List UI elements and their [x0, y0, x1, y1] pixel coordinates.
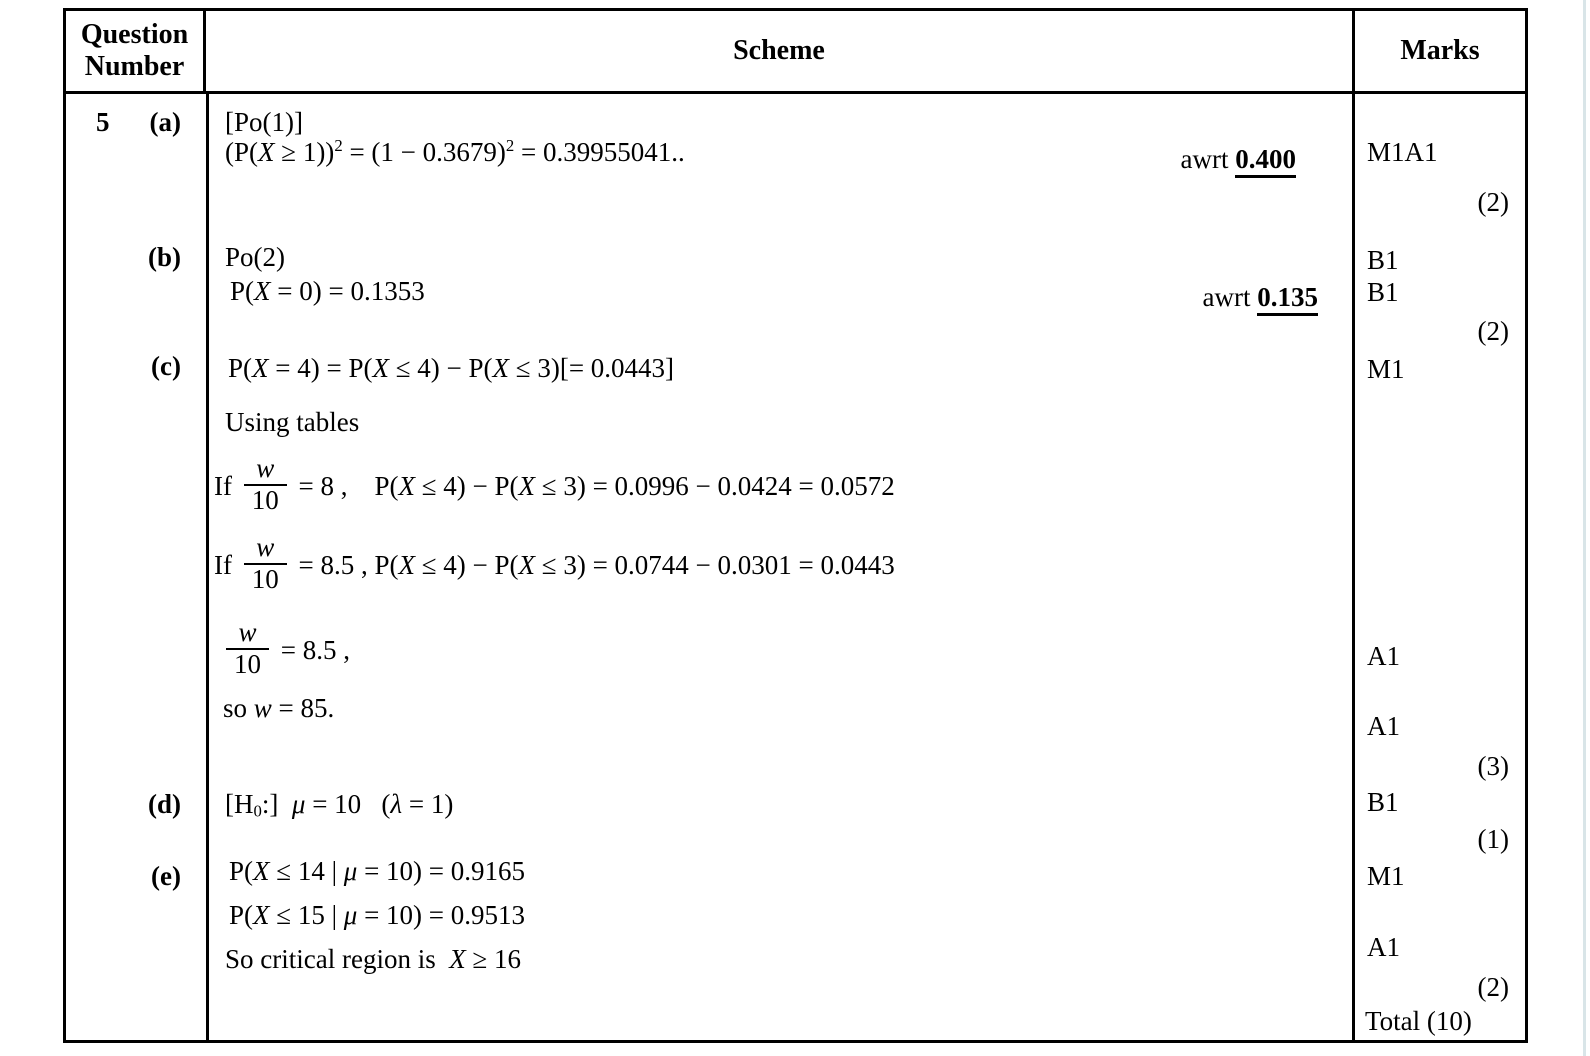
header-question-number: Question Number	[66, 11, 206, 91]
scheme-line-po1: [Po(1)]	[225, 107, 303, 137]
mark-a1-first: A1	[1367, 641, 1400, 671]
mark-m1-c: M1	[1367, 354, 1405, 384]
scheme-line-w10-equals-85: $\frac{w}{10}$ = 8.5 ,	[221, 622, 350, 683]
question-part-a-row	[66, 106, 206, 138]
mark-subtotal-d: (1)	[1477, 824, 1509, 854]
scheme-line-c-formula: P(X = 4) = P(X ≤ 4) − P(X ≤ 3)[= 0.0443]	[228, 353, 675, 383]
part-label-c: (c)	[151, 351, 181, 381]
marks-column	[1352, 94, 1525, 1040]
scheme-line-if-w10-8: If $\frac{w}{10}$ = 8 , P(X ≤ 4) − P(X ≤ 3) = 0.0996 − 0.0424 = 0.0572	[214, 453, 895, 515]
mark-b1-d: B1	[1367, 787, 1399, 817]
table-header-row	[66, 11, 1525, 94]
mark-b1-first: B1	[1367, 245, 1399, 275]
page-edge-line	[1583, 0, 1586, 1056]
scheme-annotation-awrt-0400: awrt 0.400	[1181, 143, 1296, 175]
part-label-b: (b)	[148, 242, 181, 272]
header-scheme: Scheme	[733, 34, 825, 66]
mark-m1-e: M1	[1367, 861, 1405, 891]
fraction: $\frac{w}{10}$	[244, 533, 287, 594]
mark-subtotal-a: (2)	[1477, 187, 1509, 217]
scheme-line-e-prob-15: P(X ≤ 15 | μ = 10) = 0.9513	[229, 900, 526, 930]
scheme-line-so-w-85: so w = 85.	[223, 693, 335, 723]
mark-total: Total (10)	[1365, 1006, 1472, 1036]
fraction: $\frac{w}{10}$	[244, 454, 287, 515]
header-marks: Marks	[1352, 11, 1525, 91]
scheme-line-po2: Po(2)	[225, 242, 285, 272]
mark-scheme-table	[63, 8, 1528, 1043]
scheme-line-using-tables: Using tables	[225, 407, 360, 437]
scheme-line-e-prob-14: P(X ≤ 14 | μ = 10) = 0.9165	[229, 856, 526, 886]
mark-m1a1: M1A1	[1367, 137, 1438, 167]
mark-a1-second: A1	[1367, 711, 1400, 741]
mark-subtotal-b: (2)	[1477, 316, 1509, 346]
scheme-annotation-awrt-0135: awrt 0.135	[1203, 281, 1318, 313]
scheme-line-d-hypothesis: [H0:] μ = 10 (λ = 1)	[225, 789, 454, 821]
mark-a1-e: A1	[1367, 932, 1400, 962]
table-body	[66, 94, 1525, 1040]
mark-subtotal-e: (2)	[1477, 972, 1509, 1002]
scheme-line-a-formula: $(P(X \ge 1))^2 = (1 - 0.3679)^2 = 0.39955041$..	[225, 136, 685, 168]
part-label-e: (e)	[151, 861, 181, 891]
scheme-line-if-w10-85: If $\frac{w}{10}$ = 8.5 , P(X ≤ 4) − P(X ≤ 3) = 0.0744 − 0.0301 = 0.0443	[214, 532, 895, 594]
scheme-line-b-formula: P(X = 0) = 0.1353	[230, 276, 425, 306]
part-label-d: (d)	[148, 789, 181, 819]
part-label-a: (a)	[149, 107, 181, 137]
question-number-column	[66, 94, 209, 1040]
fraction: $\frac{w}{10}$	[226, 618, 269, 679]
scheme-line-e-critical-region: So critical region is X ≥ 16	[225, 944, 522, 974]
mark-b1-second: B1	[1367, 277, 1399, 307]
question-number: 5	[96, 107, 110, 137]
mark-subtotal-c: (3)	[1477, 751, 1509, 781]
scheme-column	[209, 94, 1352, 1040]
